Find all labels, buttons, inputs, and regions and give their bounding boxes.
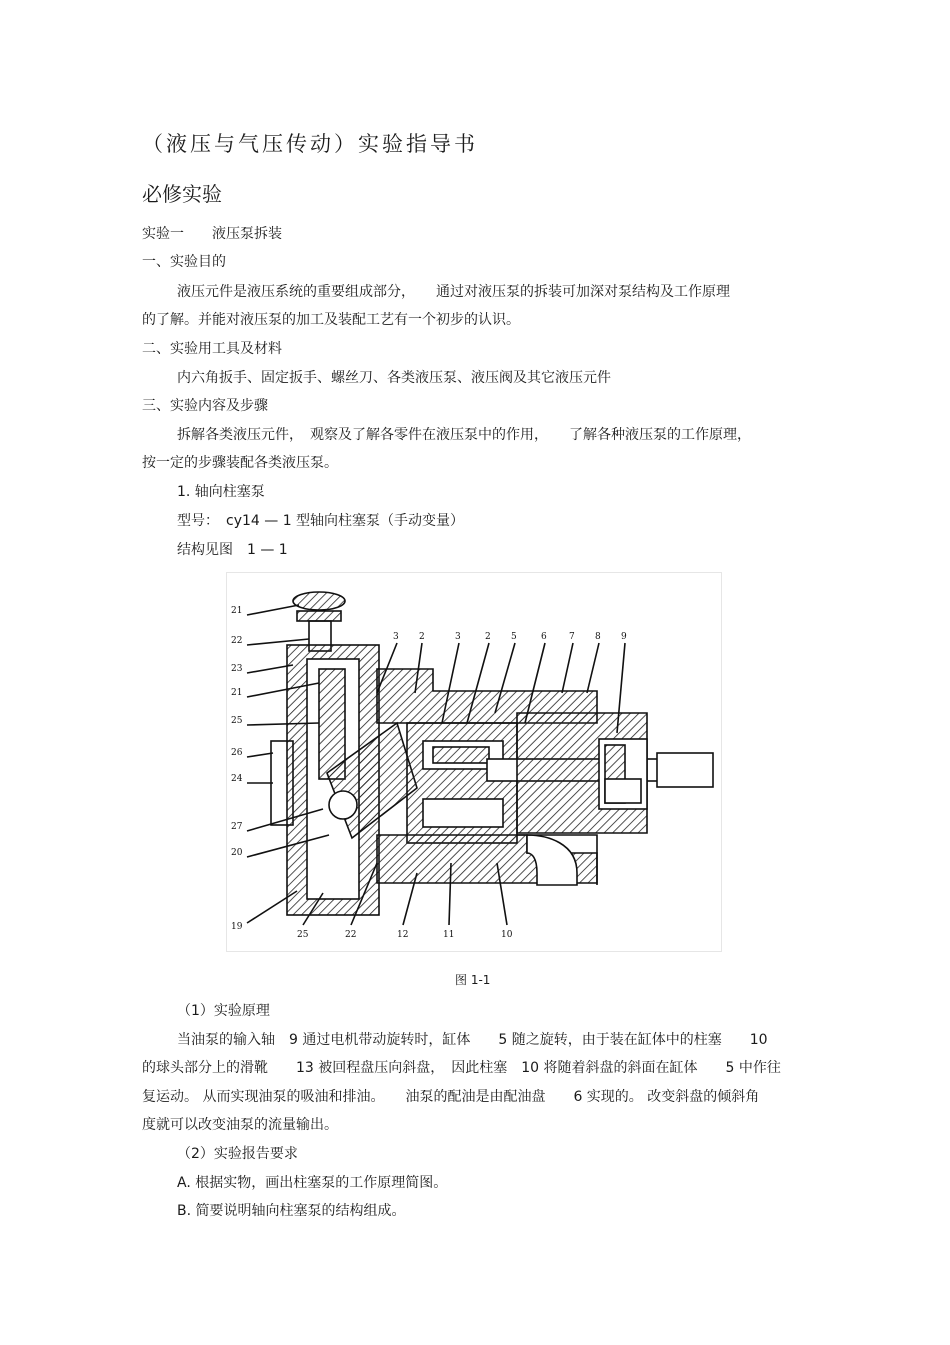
callout-top: 2 xyxy=(485,632,491,642)
purpose-heading: 一、实验目的 xyxy=(142,254,226,270)
steps-line-2: 按一定的步骤装配各类液压泵。 xyxy=(142,455,338,471)
callout-left: 20 xyxy=(231,848,243,858)
callout-top: 5 xyxy=(511,632,517,642)
callout-bottom: 12 xyxy=(397,930,409,940)
principle-line-1: 当油泵的输入轴 9 通过电机带动旋转时，缸体 5 随之旋转，由于装在缸体中的柱塞 10 xyxy=(177,1032,768,1048)
principle-heading: （1）实验原理 xyxy=(177,1003,270,1019)
section-heading: 必修实验 xyxy=(142,182,222,206)
callout-top: 7 xyxy=(569,632,575,642)
structure-ref: 结构见图 1 — 1 xyxy=(177,542,288,558)
report-item-a: A. 根据实物，画出柱塞泵的工作原理简图。 xyxy=(177,1175,448,1191)
tools-line: 内六角扳手、固定扳手、螺丝刀、各类液压泵、液压阀及其它液压元件 xyxy=(177,370,611,386)
principle-line-4: 度就可以改变油泵的流量输出。 xyxy=(142,1117,338,1133)
callout-left: 25 xyxy=(231,716,243,726)
steps-heading: 三、实验内容及步骤 xyxy=(142,398,268,414)
principle-line-3: 复运动。 从而实现油泵的吸油和排油。 油泵的配油是由配油盘 6 实现的。 改变斜盘的倾斜角 xyxy=(142,1089,760,1105)
callout-top: 9 xyxy=(621,632,627,642)
purpose-line-2: 的了解。并能对液压泵的加工及装配工艺有一个初步的认识。 xyxy=(142,312,520,328)
callout-top: 3 xyxy=(393,632,399,642)
experiment-title: 实验一 液压泵拆装 xyxy=(142,226,282,242)
callout-left: 19 xyxy=(231,922,243,932)
report-heading: （2）实验报告要求 xyxy=(177,1146,298,1162)
steps-line-1: 拆解各类液压元件， 观察及了解各零件在液压泵中的作用， 了解各种液压泵的工作原理， xyxy=(177,427,751,443)
callout-bottom: 22 xyxy=(345,930,357,940)
callout-top: 2 xyxy=(419,632,425,642)
callout-left: 23 xyxy=(231,664,243,674)
pump-section-figure xyxy=(226,572,722,952)
callout-top: 3 xyxy=(455,632,461,642)
callout-top: 6 xyxy=(541,632,547,642)
report-item-b: B. 简要说明轴向柱塞泵的结构组成。 xyxy=(177,1203,406,1219)
item-axial-pump: 1. 轴向柱塞泵 xyxy=(177,484,265,500)
pump-drawing xyxy=(227,573,721,951)
callout-bottom: 25 xyxy=(297,930,309,940)
tools-heading: 二、实验用工具及材料 xyxy=(142,341,282,357)
callout-top: 8 xyxy=(595,632,601,642)
callout-left: 21 xyxy=(231,688,243,698)
callout-left: 21 xyxy=(231,606,243,616)
callout-left: 27 xyxy=(231,822,243,832)
callout-left: 24 xyxy=(231,774,243,784)
callout-bottom: 10 xyxy=(501,930,513,940)
figure-caption: 图 1-1 xyxy=(455,973,491,987)
callout-left: 22 xyxy=(231,636,243,646)
pump-model: 型号： cy14 — 1 型轴向柱塞泵（手动变量） xyxy=(177,513,465,529)
page-title: （液压与气压传动）实验指导书 xyxy=(142,132,478,156)
purpose-line-1: 液压元件是液压系统的重要组成部分， 通过对液压泵的拆装可加深对泵结构及工作原理 xyxy=(177,284,730,300)
principle-line-2: 的球头部分上的滑靴 13 被回程盘压向斜盘， 因此柱塞 10 将随着斜盘的斜面在缸体 5 中作往 xyxy=(142,1060,781,1076)
callout-bottom: 11 xyxy=(443,930,455,940)
callout-left: 26 xyxy=(231,748,243,758)
